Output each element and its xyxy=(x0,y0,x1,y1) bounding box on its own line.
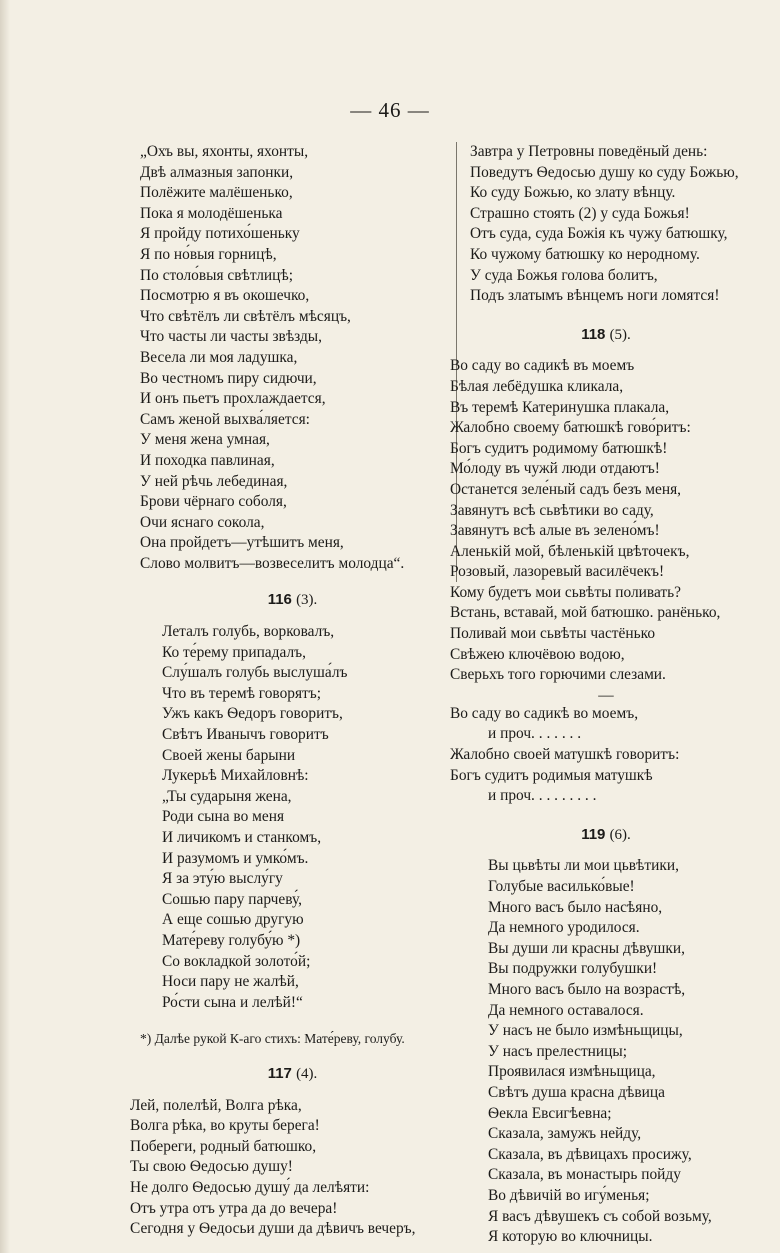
poem-line: У ней рѣчь лебединая, xyxy=(140,472,288,490)
poem-118-b xyxy=(450,704,762,807)
poem-117 xyxy=(130,1096,445,1240)
heading-118-number: 118 xyxy=(581,325,606,343)
poem-line: Своей жены барыни xyxy=(162,746,296,764)
poem-line: Весела ли моя ладушка, xyxy=(140,348,298,366)
poem-line: Ты свою Ѳедосью душу! xyxy=(130,1158,293,1176)
heading-119-number: 119 xyxy=(581,825,606,843)
poem-line: Страшно стоять (2) у суда Божья! xyxy=(470,204,690,222)
poem-line: Мо́лоду въ чужй люди отдаютъ! xyxy=(450,460,660,478)
poem-line: Жалобно своему батюшкѣ гово́ритъ: xyxy=(450,419,691,437)
poem-line: Она пройдетъ—утѣшитъ меня, xyxy=(140,534,344,552)
poem-line: Ко суду Божью, ко злату вѣнцу. xyxy=(470,184,676,202)
poem-line: У насъ не было измѣньщицы, xyxy=(488,1022,683,1040)
poem-line: Завянутъ всѣ алые въ зелено́мъ! xyxy=(450,522,660,540)
poem-line: „Охъ вы, яхонты, яхонты, xyxy=(140,143,309,160)
poem-line: Посмотрю я въ окошечко, xyxy=(140,287,310,305)
poem-line: Полёжите малёшенько, xyxy=(140,184,293,202)
poem-line: Свѣжею ключёвою водою, xyxy=(450,645,625,663)
poem-line: Мате́реву голубу́ю *) xyxy=(162,931,301,949)
poem-line: Въ теремѣ Катеринушка плакала, xyxy=(450,398,670,416)
poem-line: Брови чёрнаго соболя, xyxy=(140,493,287,511)
poem-line: Жалобно своей матушкѣ говоритъ: xyxy=(450,746,680,764)
poem-line: Лукерьѣ Михайловнѣ: xyxy=(162,767,309,785)
poem-line: Леталъ голубь, ворковалъ, xyxy=(162,623,335,641)
poem-line: Свѣтъ душа красна дѣвица xyxy=(488,1083,665,1101)
poem-line: Вы цьвѣты ли мои цьвѣтики, xyxy=(488,857,679,875)
poem-line: Ужъ какъ Ѳедоръ говоритъ, xyxy=(162,705,343,723)
poem-line: И онъ пьетъ прохлаждается, xyxy=(140,390,326,408)
poem-line: Отъ утра отъ утра да до вечера! xyxy=(130,1199,338,1217)
poem-line: Вы подружки голубушки! xyxy=(488,960,658,978)
heading-119-paren: (6). xyxy=(609,826,631,843)
poem-line: Сверьхъ того горючими слезами. xyxy=(450,666,666,684)
poem-line: У меня жена умная, xyxy=(140,431,270,449)
poem-line: Во саду во садикѣ въ моемъ xyxy=(450,357,635,375)
poem-line: Да немного уродилося. xyxy=(488,919,640,937)
poem-116 xyxy=(140,622,445,1013)
poem-119 xyxy=(450,856,762,1247)
poem-line: Завянутъ всѣ сьвѣтики во саду, xyxy=(450,501,654,519)
poem-line: Со вокладкой золото́й; xyxy=(162,952,311,970)
poem-line: Сошью пару парчеву́, xyxy=(162,890,302,908)
poem-line: Кому будетъ мои сьвѣты поливать? xyxy=(450,583,681,601)
poem-line: Ко те́рему припадалъ, xyxy=(162,643,306,661)
heading-116-paren: (3). xyxy=(296,592,318,609)
poem-line: Очи яснаго сокола, xyxy=(140,513,265,531)
poem-line: А еще сошью другую xyxy=(162,911,304,929)
poem-line: Я по но́выя горницѣ, xyxy=(140,245,277,263)
heading-117-number: 117 xyxy=(267,1064,292,1082)
poem-line: Аленькій мой, бѣленькій цвѣточекъ, xyxy=(450,542,690,560)
poem-line: Я васъ дѣвушекъ съ собой возьму, xyxy=(488,1207,712,1225)
page-number: — 46 — xyxy=(350,98,430,122)
poem-line: Сказала, въ монастырь пойду xyxy=(488,1166,681,1184)
poem-line: Подъ златымъ вѣнцемъ ноги ломятся! xyxy=(470,287,720,305)
poem-line: И походка павлиная, xyxy=(140,451,275,469)
poem-line: Во честномъ пиру сидючи, xyxy=(140,369,317,387)
poem-line: Свѣтъ Иванычъ говоритъ xyxy=(162,726,329,744)
poem-line: У суда Божья голова болитъ, xyxy=(470,266,658,284)
poem-line: Побереги, родный батюшко, xyxy=(130,1137,317,1155)
poem-line: По столо́выя свѣтлицѣ; xyxy=(140,266,293,284)
heading-116 xyxy=(140,590,445,611)
poem-line: Не долго Ѳедосью душу́ да лелѣяти: xyxy=(130,1178,370,1196)
poem-line: Волга рѣка, во круты берега! xyxy=(130,1117,320,1135)
poem-line: Я за эту́ю выслу́гу xyxy=(162,870,283,888)
poem-line: Я которую во ключницы. xyxy=(488,1228,653,1246)
poem-line: Во саду во садикѣ во моемъ, xyxy=(450,704,639,722)
page-edge xyxy=(0,0,10,1253)
poem-line: Голубые василько́вые! xyxy=(488,878,635,895)
poem-line: и проч. . . . . . . . . xyxy=(488,787,597,805)
poem-line: Самъ женой выхва́ляется: xyxy=(140,410,310,428)
poem-line: Богъ судитъ родимому батюшкѣ! xyxy=(450,439,668,457)
poem-line: Останется зеле́ный садъ безъ меня, xyxy=(450,480,682,498)
poem-line: Бѣлая лебёдушка кликала, xyxy=(450,377,624,395)
poem-line: Лей, полелѣй, Волга рѣка, xyxy=(130,1096,302,1114)
poem-line: Много васъ было насѣяно, xyxy=(488,898,663,916)
poem-line: Сказала, въ дѣвицахъ просижу, xyxy=(488,1145,692,1163)
poem-line: Поливай мои сьвѣты частёнько xyxy=(450,625,656,643)
poem-line: Сегодня у Ѳедосьи души да дѣвичъ вечеръ, xyxy=(130,1220,416,1238)
poem-line: И разумомъ и умко́мъ. xyxy=(162,849,309,867)
section-dash: — xyxy=(598,686,614,704)
poem-line: Проявилася измѣньщица, xyxy=(488,1063,656,1081)
poem-line: Ро́сти сына и лелѣй!“ xyxy=(162,993,303,1011)
heading-119 xyxy=(450,825,762,846)
poem-line: Носи пару не жалѣй, xyxy=(162,973,299,991)
poem-line: Ѳекла Евсигѣевна; xyxy=(488,1104,612,1122)
poem-line: „Ты сударыня жена, xyxy=(162,787,292,805)
poem-line: Поведутъ Ѳедосью душу ко суду Божью, xyxy=(470,163,739,181)
left-column xyxy=(130,142,445,1240)
heading-117-paren: (4). xyxy=(296,1065,318,1082)
poem-117-continued xyxy=(450,142,762,307)
poem-line: Слово молвитъ—возвеселитъ молодца“. xyxy=(140,554,405,572)
poem-line: Да немного оставалося. xyxy=(488,1001,644,1019)
poem-line: Много васъ было на возрастѣ, xyxy=(488,980,686,998)
poem-line: Что свѣтёлъ ли свѣтёлъ мѣсяцъ, xyxy=(140,307,351,325)
poem-line: Во дѣвичій во игу́менья; xyxy=(488,1186,650,1204)
poem-line: и проч. . . . . . . xyxy=(488,725,582,743)
poem-line: Отъ суда, суда Божія къ чужу батюшку, xyxy=(470,225,728,243)
poem-line: Сказала, замужъ нейду, xyxy=(488,1125,642,1143)
poem-line: Завтра у Петровны поведёный день: xyxy=(470,143,708,160)
poem-line: У насъ прелестницы; xyxy=(488,1042,627,1060)
right-column xyxy=(450,142,762,1248)
poem-line: Что часты ли часты звѣзды, xyxy=(140,328,322,346)
heading-116-number: 116 xyxy=(267,591,292,609)
poem-line: Ко чужому батюшку ко неродному. xyxy=(470,245,700,263)
poem-line: Розовый, лазоревый василёчекъ! xyxy=(450,563,665,581)
poem-top xyxy=(140,142,445,574)
poem-line: Пока я молодёшенька xyxy=(140,204,283,222)
heading-118 xyxy=(450,325,762,346)
poem-line: Двѣ алмазныя запонки, xyxy=(140,163,294,181)
poem-line: Роди сына во меня xyxy=(162,808,285,826)
poem-line: Слу́шалъ голубь выслуша́лъ xyxy=(162,664,348,682)
poem-line: Встань, вставай, мой батюшко. ранёнько, xyxy=(450,604,721,622)
poem-line: Вы души ли красны дѣвушки, xyxy=(488,939,685,957)
poem-line: Богъ судитъ родимыя матушкѣ xyxy=(450,766,653,784)
poem-line: И личикомъ и станкомъ, xyxy=(162,829,322,846)
poem-line: Я пройду потихо́шеньку xyxy=(140,225,300,243)
heading-117 xyxy=(140,1064,445,1085)
heading-118-paren: (5). xyxy=(609,326,631,343)
poem-line: Что въ теремѣ говорятъ; xyxy=(162,684,322,702)
footnote: *) Далѣе рукой К-аго стихъ: Мате́реву, голубу. xyxy=(140,1031,405,1047)
poem-118 xyxy=(450,356,762,686)
